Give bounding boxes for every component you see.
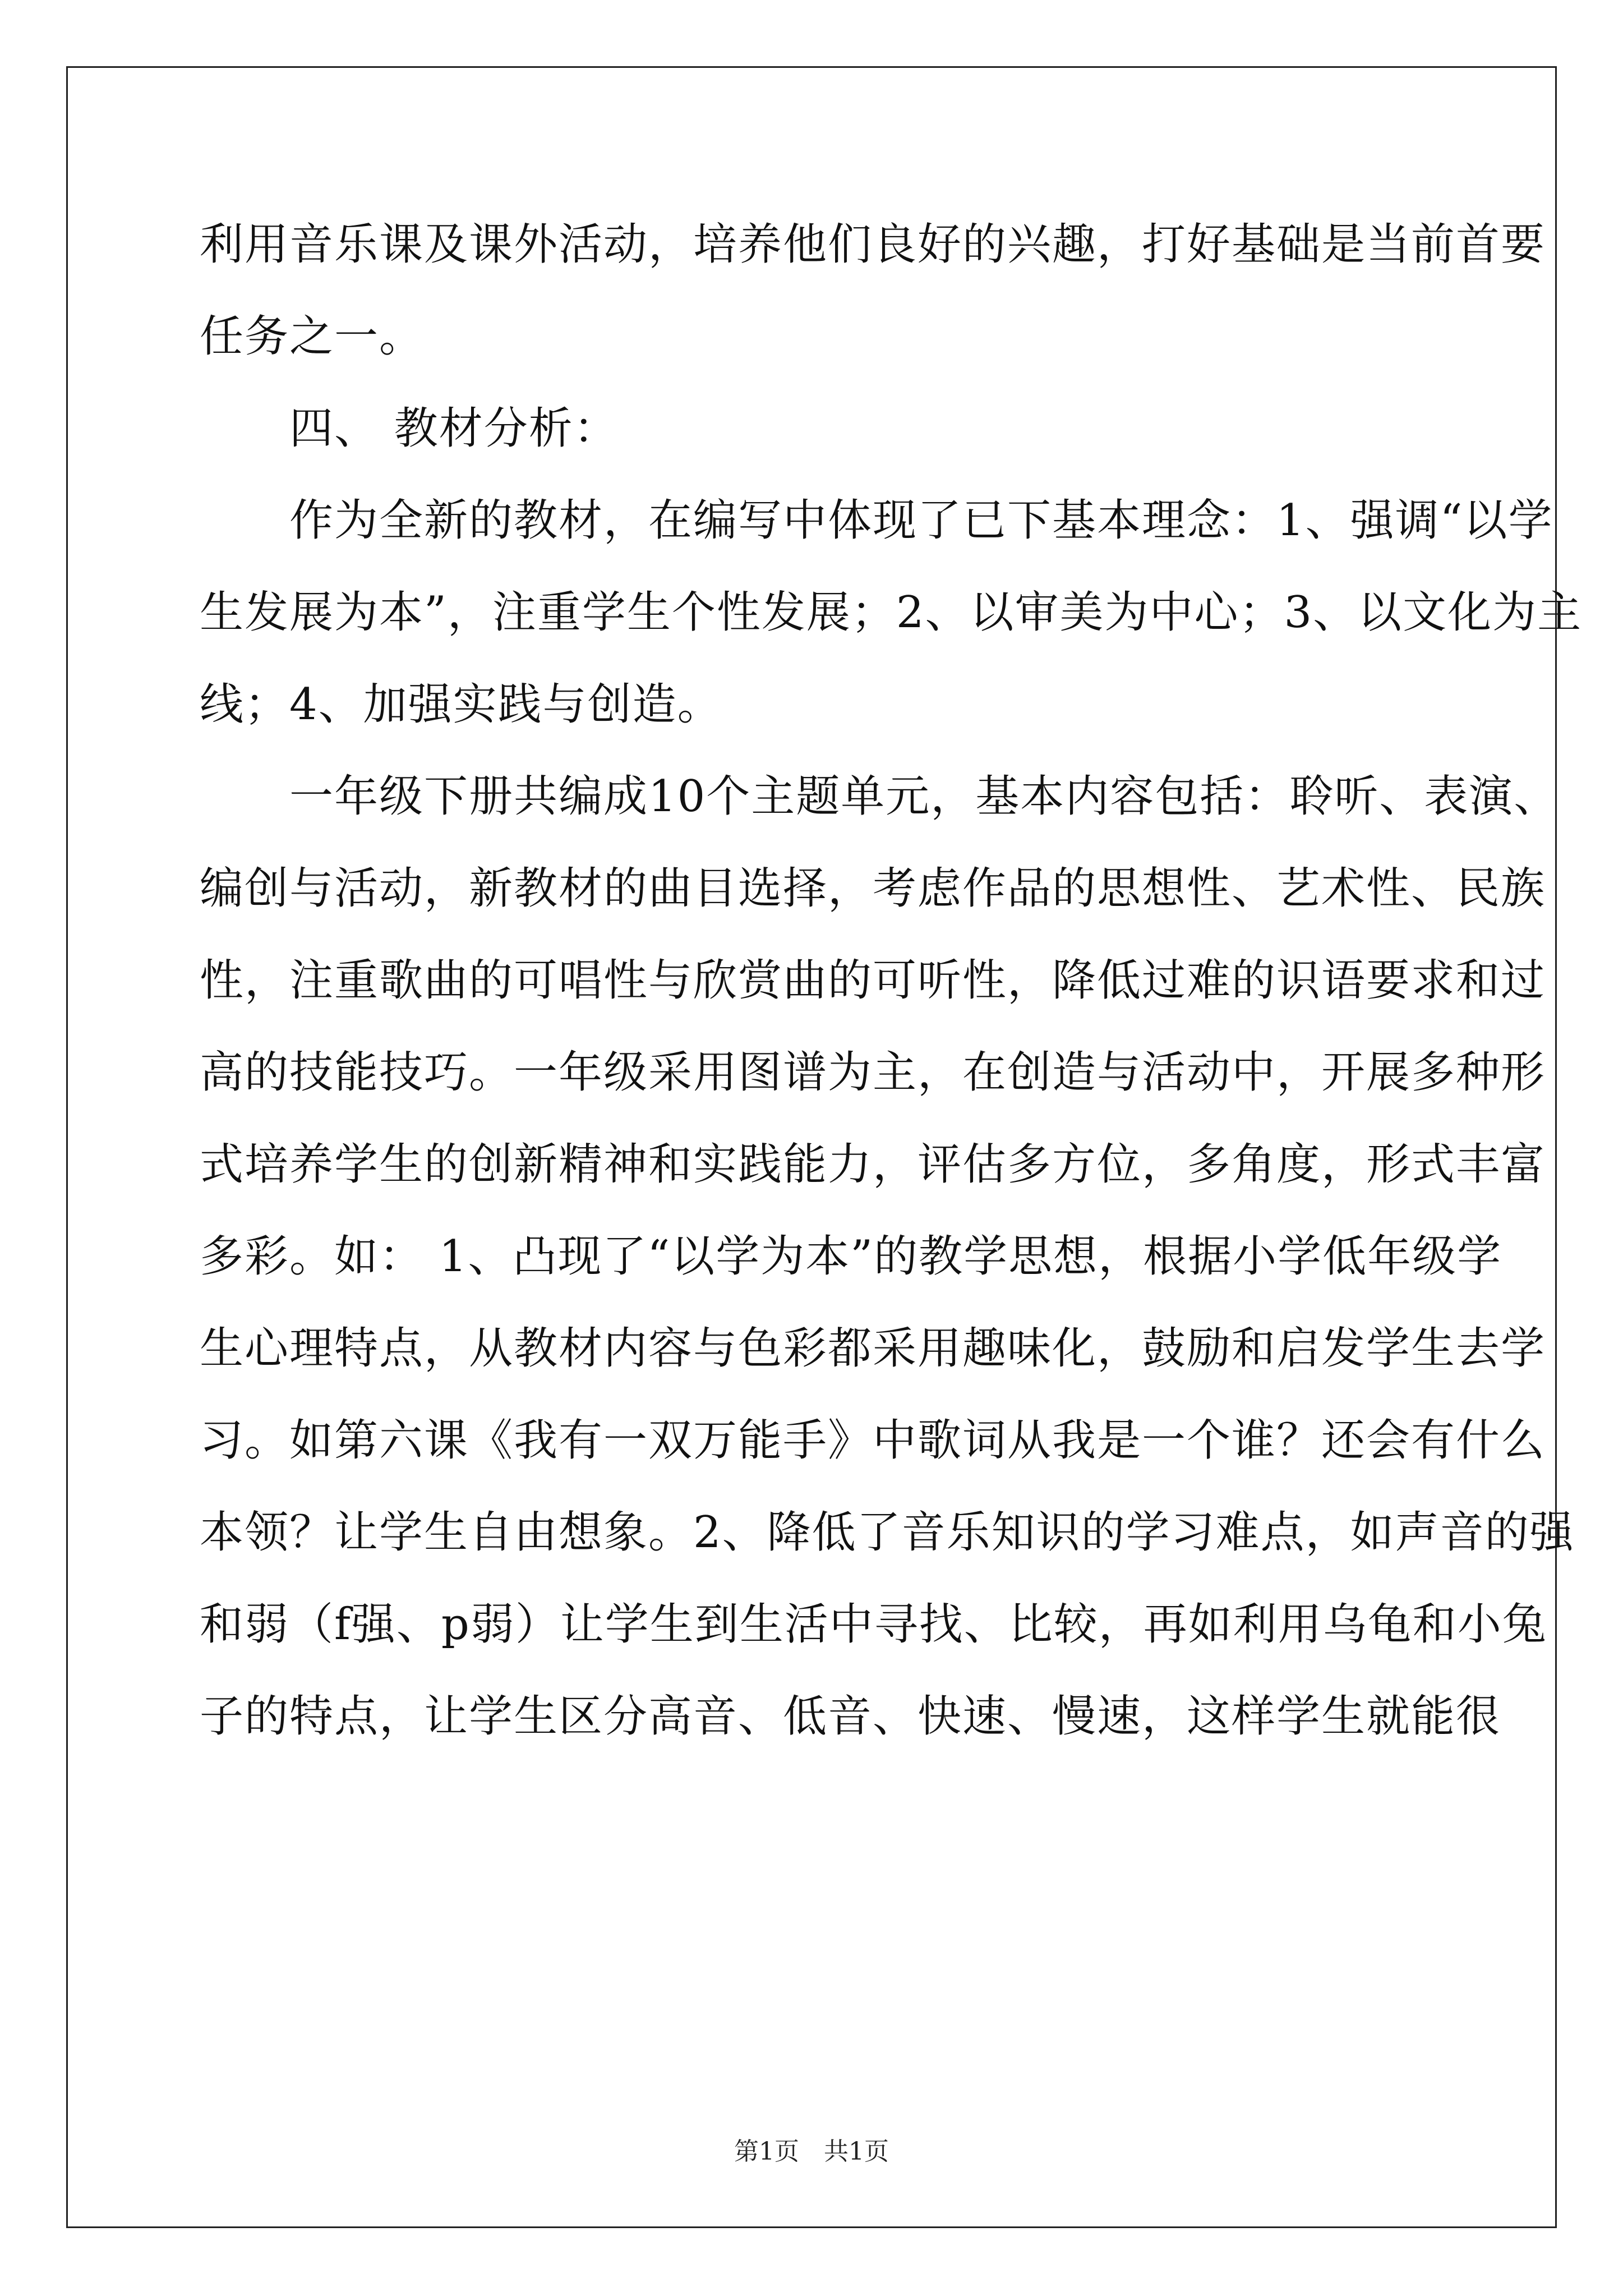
text-line: 子的特点，让学生区分高音、低音、快速、慢速，这样学生就能很: [200, 1691, 1501, 1742]
page-number: 第1页 共1页: [734, 2137, 889, 2166]
text-line: 一年级下册共编成10个主题单元，基本内容包括：聆听、表演、: [200, 771, 1559, 822]
text-line: 性，注重歌曲的可唱性与欣赏曲的可听性，降低过难的识语要求和过: [200, 955, 1546, 1006]
text-line: 生发展为本”，注重学生个性发展；2、以审美为中心；3、以文化为主: [200, 587, 1583, 638]
text-line: 作为全新的教材，在编写中体现了已下基本理念：1、强调“以学: [200, 495, 1553, 546]
text-line: 任务之一。: [200, 311, 425, 362]
text-line: 高的技能技巧。一年级采用图谱为主，在创造与活动中，开展多种形: [200, 1047, 1546, 1098]
text-line: 编创与活动，新教材的曲目选择，考虑作品的思想性、艺术性、民族: [200, 863, 1546, 914]
text-line: 式培养学生的创新精神和实践能力，评估多方位，多角度，形式丰富: [200, 1139, 1546, 1190]
text-line: 和弱（f强、p弱）让学生到生活中寻找、比较，再如利用乌龟和小兔: [200, 1599, 1547, 1650]
text-line: 多彩。如： 1、凸现了“以学为本”的教学思想，根据小学低年级学: [200, 1231, 1502, 1282]
text-line: 习。如第六课《我有一双万能手》中歌词从我是一个谁？还会有什么: [200, 1415, 1546, 1466]
text-line: 利用音乐课及课外活动，培养他们良好的兴趣，打好基础是当前首要: [200, 219, 1546, 270]
document-body: [200, 217, 1583, 1745]
section-heading: 四、 教材分析：: [200, 403, 619, 454]
text-line: 生心理特点，从教材内容与色彩都采用趣味化，鼓励和启发学生去学: [200, 1323, 1546, 1374]
text-line: 本领？让学生自由想象。2、降低了音乐知识的学习难点，如声音的强: [200, 1507, 1575, 1558]
text-line: 线；4、加强实践与创造。: [200, 679, 722, 730]
